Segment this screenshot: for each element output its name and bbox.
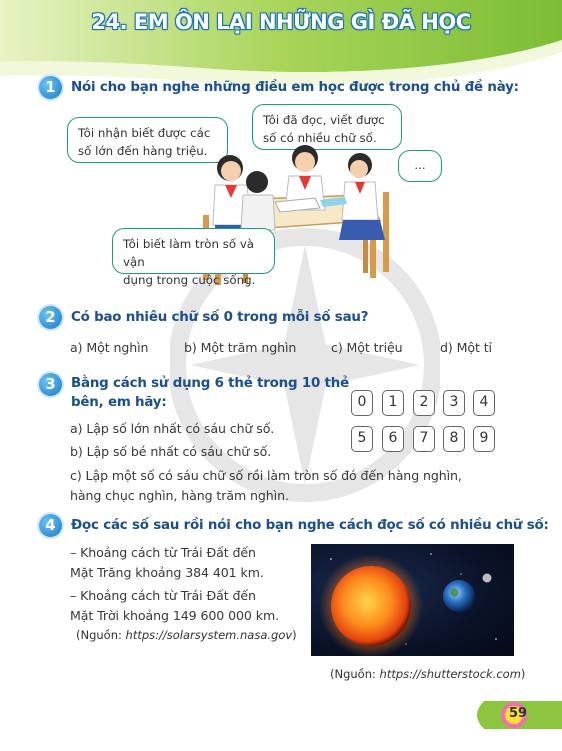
bubble-text: Tôi đã đọc, viết được bbox=[263, 113, 385, 127]
option-a: a) Một nghìn bbox=[70, 340, 149, 355]
section-4-number: 4 bbox=[39, 514, 62, 537]
number-card: 2 bbox=[413, 390, 435, 416]
task-c-line2: hàng chục nghìn, hàng trăm nghìn. bbox=[70, 488, 289, 503]
bubble-text: số có nhiều chữ số. bbox=[263, 131, 377, 145]
section-3-number: 3 bbox=[39, 373, 62, 396]
source-link[interactable]: https://solarsystem.nasa.gov bbox=[125, 628, 293, 642]
page-title: 24. EM ÔN LẠI NHỮNG GÌ ĐÃ HỌC bbox=[91, 10, 471, 34]
number-card: 8 bbox=[443, 426, 465, 452]
page-number: 59 bbox=[508, 706, 528, 721]
sun-shape bbox=[331, 566, 411, 646]
bubble-text: Tôi nhận biết được các bbox=[78, 126, 211, 140]
earth-shape bbox=[443, 580, 475, 612]
task-a: a) Lập số lớn nhất có sáu chữ số. bbox=[70, 421, 275, 436]
number-card: 7 bbox=[413, 426, 435, 452]
number-card: 9 bbox=[473, 426, 495, 452]
space-illustration bbox=[311, 544, 514, 656]
speech-bubble-ellipsis bbox=[398, 150, 442, 182]
moon-shape bbox=[483, 574, 492, 583]
bubble-text: dụng trong cuộc sống. bbox=[123, 273, 256, 287]
option-d: d) Một tỉ bbox=[440, 340, 492, 355]
number-card: 6 bbox=[382, 426, 404, 452]
section-2-number: 2 bbox=[39, 306, 62, 329]
sun-earth-moon-photo bbox=[311, 544, 514, 656]
task-b: b) Lập số bé nhất có sáu chữ số. bbox=[70, 444, 272, 459]
number-card: 5 bbox=[351, 426, 373, 452]
distance-sun-line2: Mặt Trời khoảng 149 600 000 km. bbox=[70, 608, 280, 623]
section-4-heading: Đọc các số sau rồi nói cho bạn nghe cách đọc số có nhiều chữ số: bbox=[71, 518, 549, 533]
bubble-text: số lớn đến hàng triệu. bbox=[78, 144, 208, 158]
section-2-heading: Có bao nhiêu chữ số 0 trong mỗi số sau? bbox=[71, 310, 369, 325]
bubble-text: ... bbox=[414, 158, 426, 172]
photo-source-link[interactable]: https://shutterstock.com bbox=[379, 667, 521, 681]
distance-moon-line2: Mặt Trăng khoảng 384 401 km. bbox=[70, 565, 264, 580]
section-1-number: 1 bbox=[39, 76, 62, 99]
number-card: 3 bbox=[443, 390, 465, 416]
text-source-note: (Nguồn: https://solarsystem.nasa.gov) bbox=[76, 628, 297, 642]
bubble-text: Tôi biết làm tròn số và vận bbox=[123, 237, 255, 269]
section-3-heading-line1: Bằng cách sử dụng 6 thẻ trong 10 thẻ bbox=[71, 376, 349, 391]
section-1-heading: Nói cho bạn nghe những điều em học được trong chủ đề này: bbox=[71, 80, 519, 95]
distance-moon-line1: – Khoảng cách từ Trái Đất đến bbox=[70, 545, 256, 560]
section-3-heading-line2: bên, em hãy: bbox=[71, 395, 167, 410]
number-card: 1 bbox=[382, 390, 404, 416]
speech-bubble-rounding bbox=[112, 228, 275, 287]
number-card: 0 bbox=[351, 390, 373, 416]
distance-sun-line1: – Khoảng cách từ Trái Đất đến bbox=[70, 588, 256, 603]
option-c: c) Một triệu bbox=[331, 340, 403, 355]
task-c-line1: c) Lập một số có sáu chữ số rồi làm tròn số đó đến hàng nghìn, bbox=[70, 468, 462, 483]
option-b: b) Một trăm nghìn bbox=[184, 340, 297, 355]
number-card: 4 bbox=[473, 390, 495, 416]
photo-source-note: (Nguồn: https://shutterstock.com) bbox=[330, 667, 526, 681]
